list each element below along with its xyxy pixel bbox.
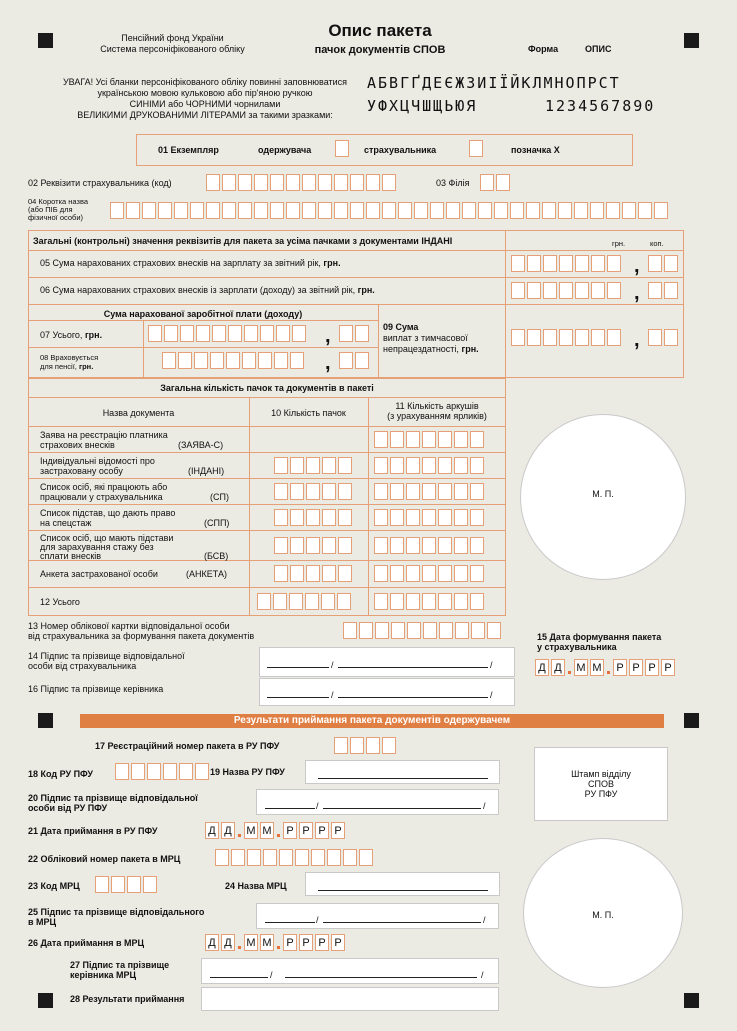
- form-code: ОПИС: [585, 44, 612, 54]
- stamp-label-mrc: М. П.: [592, 910, 614, 920]
- f09-comma: ,: [634, 329, 640, 351]
- doc-row-6-packs[interactable]: [274, 565, 352, 582]
- doc-row-5-line-3: сплати внесків: [40, 551, 102, 561]
- doc-row-5-sheets[interactable]: [374, 537, 484, 554]
- doc-row-4-line-2: на спецстаж: [40, 518, 92, 528]
- doc-row-1-code: (ЗАЯВА-С): [178, 440, 224, 450]
- f28-result-field[interactable]: [201, 987, 499, 1011]
- doc-row-6-sheets[interactable]: [374, 565, 484, 582]
- copy-label: 01 Екземпляр: [158, 145, 219, 155]
- f21-label: 21 Дата приймання в РУ ПФУ: [28, 826, 158, 836]
- f13-label-1: 13 Номер облікової картки відповідальної особи: [28, 621, 230, 631]
- f09-label-2: виплат з тимчасової: [383, 333, 468, 343]
- stamp-box-line-3: РУ ПФУ: [584, 789, 618, 799]
- f18-label: 18 Код РУ ПФУ: [28, 769, 93, 779]
- copy-insurer-label: страхувальника: [364, 145, 437, 155]
- col-packs: 10 Кількість пачок: [271, 408, 346, 418]
- f22-cells[interactable]: [215, 849, 373, 866]
- warning-line-2: українською мовою кульковою або пір'яною ручкою: [97, 88, 313, 98]
- f08-kop-cells[interactable]: [339, 352, 369, 369]
- doc-row-2-line-2: застраховану особу: [40, 466, 123, 476]
- f24-label: 24 Назва МРЦ: [225, 881, 287, 891]
- f26-label: 26 Дата приймання в МРЦ: [28, 938, 145, 948]
- corner-marker-bottom-left: [38, 993, 53, 1008]
- f06-kop-cells[interactable]: [648, 282, 678, 299]
- sample-letters-row-1: АБВГҐДЕЄЖЗИІЇЙКЛМНОПРСТ: [367, 74, 621, 92]
- counts-header: Загальна кількість пачок та документів в пакеті: [160, 383, 374, 393]
- f25-signature-field[interactable]: [256, 903, 499, 929]
- doc-row-5-code: (БСВ): [204, 551, 229, 561]
- doc-row-2-line-1: Індивідуальні відомості про: [40, 456, 155, 466]
- corner-marker-mid-left: [38, 713, 53, 728]
- f20-label-1: 20 Підпис та прізвище відповідальної: [28, 793, 198, 803]
- warning-line-3: СИНІМИ або ЧОРНИМИ чорнилами: [129, 99, 281, 109]
- f08-label-2: для пенсії, грн.: [40, 362, 94, 371]
- f20-signature-field[interactable]: [256, 789, 499, 815]
- corner-marker-mid-right: [684, 713, 699, 728]
- copy-receiver-checkbox[interactable]: [335, 140, 349, 157]
- stamp-box-line-1: Штамп відділу: [571, 769, 631, 779]
- f24-field[interactable]: [305, 872, 500, 896]
- org-system: Система персоніфікованого обліку: [100, 44, 245, 54]
- doc-row-2-packs[interactable]: [274, 457, 352, 474]
- f23-cells[interactable]: [95, 876, 157, 893]
- f26-date-cells[interactable]: Д Д М М Р Р Р Р: [205, 934, 345, 951]
- doc-row-1-line-1: Заява на реєстрацію платника: [40, 430, 168, 440]
- doc-row-3-line-2: працювали у страхувальника: [40, 492, 163, 502]
- f09-kop-cells[interactable]: [648, 329, 678, 346]
- f27-label-1: 27 Підпис та прізвище: [70, 960, 170, 970]
- results-banner: Результати приймання пакета документів одержувачем: [80, 714, 664, 728]
- col-sheets-2: (з урахуванням ярликів): [387, 411, 487, 421]
- doc-row-1-sheets[interactable]: [374, 431, 484, 448]
- doc-row-5-line-1: Список осіб, що мають підстави: [40, 533, 174, 543]
- f06-comma: ,: [634, 282, 640, 304]
- f08-label-1: 08 Враховується: [40, 353, 99, 362]
- doc-row-2-sheets[interactable]: [374, 457, 484, 474]
- f22-label: 22 Обліковий номер пакета в МРЦ: [28, 854, 181, 864]
- f15-label-1: 15 Дата формування пакета: [537, 632, 662, 642]
- doc-row-3-packs[interactable]: [274, 483, 352, 500]
- branch-label: 03 Філія: [436, 178, 470, 188]
- short-name-label-1: 04 Коротка назва: [28, 197, 89, 206]
- doc-row-4-sheets[interactable]: [374, 509, 484, 526]
- f13-label-2: від страхувальника за формування пакета документів: [28, 631, 255, 641]
- corner-marker-bottom-right: [684, 993, 699, 1008]
- f06-uah-cells[interactable]: [511, 282, 621, 299]
- warning-line-4: ВЕЛИКИМИ ДРУКОВАНИМИ ЛІТЕРАМИ за такими зразками:: [77, 110, 333, 120]
- f09-uah-cells[interactable]: [511, 329, 621, 346]
- salary-header: Сума нарахованої заробітної плати (доходу): [103, 309, 303, 319]
- f07-uah-cells[interactable]: [148, 325, 306, 342]
- f05-kop-cells[interactable]: [648, 255, 678, 272]
- f14-label-1: 14 Підпис та прізвище відповідальної: [28, 651, 185, 661]
- f14-label-2: особи від страхувальника: [28, 661, 137, 671]
- doc-row-3-code: (СП): [210, 492, 229, 502]
- page-title: Опис пакета: [328, 21, 432, 40]
- form-label: Форма: [528, 44, 559, 54]
- doc-row-3-line-1: Список осіб, які працюють або: [40, 482, 168, 492]
- f05-label: 05 Сума нарахованих страхових внесків на зарплату за звітний рік, грн.: [40, 258, 341, 268]
- f07-kop-cells[interactable]: [339, 325, 369, 342]
- doc-row-1-line-2: страхових внесків: [40, 440, 115, 450]
- doc-row-3-sheets[interactable]: [374, 483, 484, 500]
- f27-label-2: керівника МРЦ: [70, 970, 137, 980]
- sample-digits: 1234567890: [545, 97, 656, 115]
- f07-comma: ,: [325, 325, 331, 347]
- doc-total-label: 12 Усього: [40, 597, 80, 607]
- f08-comma: ,: [325, 352, 331, 374]
- f23-label: 23 Код МРЦ: [28, 881, 80, 891]
- f21-date-cells[interactable]: Д Д М М Р Р Р Р: [205, 822, 345, 839]
- uah-col-label: грн.: [612, 239, 626, 248]
- f15-label-2: у страхувальника: [537, 642, 617, 652]
- f19-label: 19 Назва РУ ПФУ: [210, 767, 285, 777]
- f17-cells[interactable]: [334, 737, 396, 754]
- copy-receiver-label: одержувача: [258, 145, 312, 155]
- warning-line-1: УВАГА! Усі бланки персоніфікованого обліку повинні заповнюватися: [62, 77, 348, 87]
- col-sheets-1: 11 Кількість аркушів: [395, 401, 479, 411]
- f16-signature-field[interactable]: [259, 678, 515, 706]
- copy-insurer-checkbox[interactable]: [469, 140, 483, 157]
- kop-col-label: коп.: [650, 239, 664, 248]
- doc-row-5-line-2: для зарахування стажу без: [40, 542, 154, 552]
- f09-label-1: 09 Сума: [383, 322, 419, 332]
- doc-row-6-code: (АНКЕТА): [186, 569, 227, 579]
- doc-row-2-code: (ІНДАНІ): [188, 466, 225, 476]
- f08-uah-cells[interactable]: [162, 352, 304, 369]
- insurer-code-label: 02 Реквізити страхувальника (код): [28, 178, 172, 188]
- branch-cells[interactable]: [480, 174, 510, 191]
- doc-row-4-line-1: Список підстав, що дають право: [40, 508, 176, 518]
- stamp-box-line-2: СПОВ: [588, 779, 614, 789]
- org-name: Пенсійний фонд України: [121, 33, 224, 43]
- copy-mark-label: позначка Х: [511, 145, 560, 155]
- page-subtitle: пачок документів СПОВ: [314, 44, 446, 56]
- short-name-cells[interactable]: [110, 202, 668, 219]
- f19-field[interactable]: [305, 760, 500, 784]
- doc-row-5-packs[interactable]: [274, 537, 352, 554]
- f05-comma: ,: [634, 255, 640, 277]
- f13-cells[interactable]: [343, 622, 501, 639]
- corner-marker-top-left: [38, 33, 53, 48]
- corner-marker-top-right: [684, 33, 699, 48]
- f25-label-1: 25 Підпис та прізвище відповідального: [28, 907, 205, 917]
- short-name-label-3: фізичної особи): [28, 213, 84, 222]
- col-doc-name: Назва документа: [102, 408, 175, 418]
- f16-label: 16 Підпис та прізвище керівника: [28, 684, 164, 694]
- short-name-label-2: (або ПІБ для: [28, 205, 73, 214]
- doc-total-sheets[interactable]: [374, 593, 484, 610]
- f05-uah-cells[interactable]: [511, 255, 621, 272]
- f28-label: 28 Результати приймання: [70, 994, 185, 1004]
- f07-label: 07 Усього, грн.: [40, 330, 103, 340]
- doc-total-packs[interactable]: [257, 593, 351, 610]
- f06-label: 06 Сума нарахованих страхових внесків із зарплати (доходу) за звітний рік, грн.: [40, 285, 375, 295]
- f09-label-3: непрацездатності, грн.: [383, 344, 479, 354]
- totals-header: Загальні (контрольні) значення реквізитів для пакета за усіма пачками з документами ІНДАНІ: [33, 236, 453, 246]
- doc-row-4-code: (СПП): [204, 518, 230, 528]
- stamp-label-insurer: М. П.: [592, 489, 614, 499]
- f20-label-2: особи від РУ ПФУ: [28, 803, 108, 813]
- f27-signature-field[interactable]: [201, 958, 499, 984]
- sample-letters-row-2: УФХЦЧШЩЬЮЯ: [367, 97, 478, 115]
- doc-row-6-line-1: Анкета застрахованої особи: [40, 569, 158, 579]
- f18-cells[interactable]: [115, 763, 209, 780]
- f15-date-cells[interactable]: Д Д М М Р Р Р Р: [535, 659, 675, 676]
- insurer-code-cells[interactable]: [206, 174, 396, 191]
- doc-row-4-packs[interactable]: [274, 509, 352, 526]
- f25-label-2: в МРЦ: [28, 917, 57, 927]
- f14-signature-field[interactable]: [259, 647, 515, 677]
- f17-label: 17 Реєстраційний номер пакета в РУ ПФУ: [95, 741, 280, 751]
